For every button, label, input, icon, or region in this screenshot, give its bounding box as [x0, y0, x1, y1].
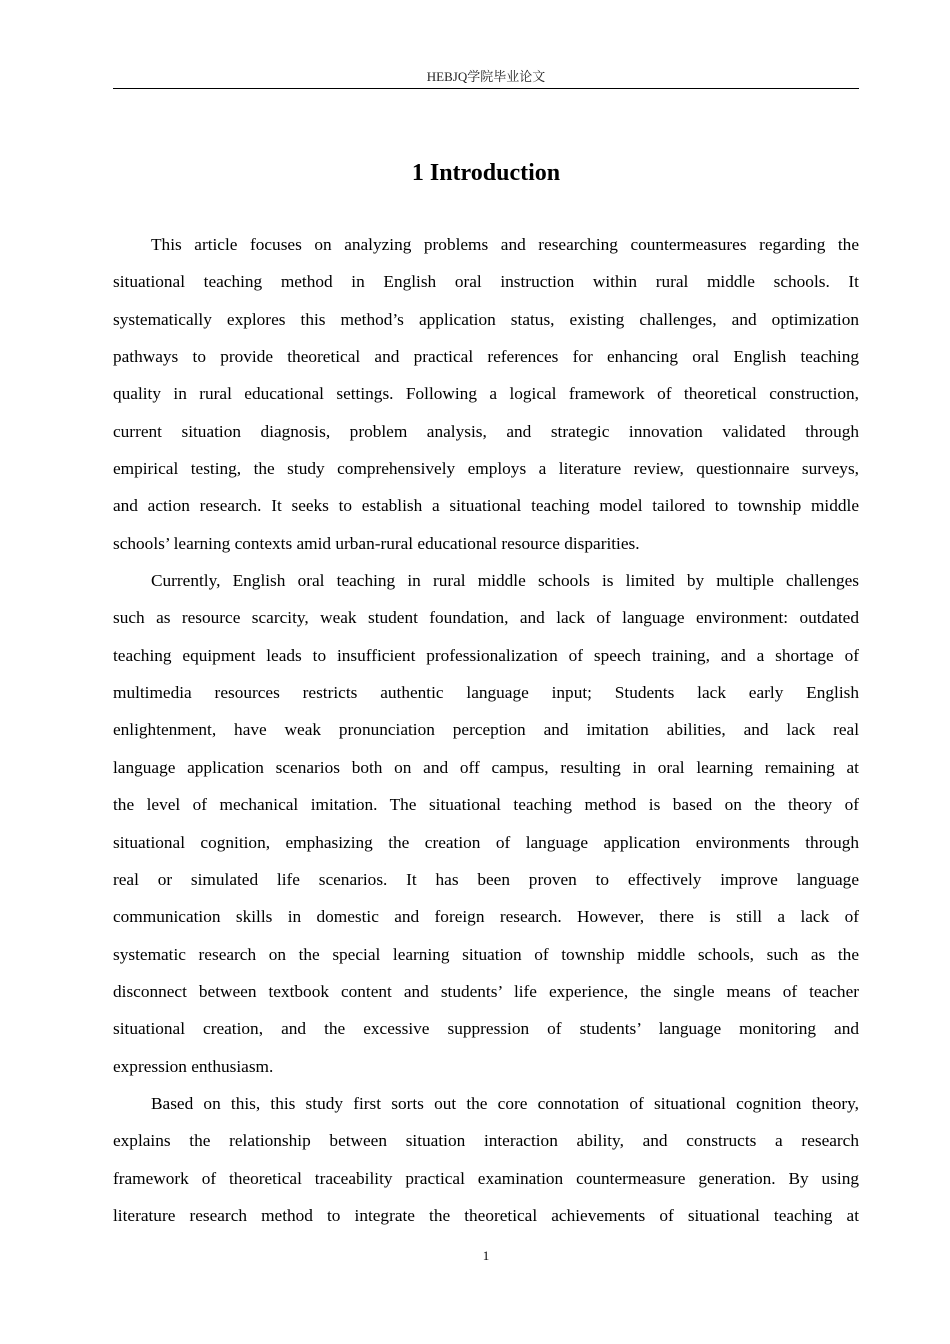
- paragraph-1-line: current situation diagnosis, problem analysis, and strategic innovation validated through: [113, 421, 859, 441]
- paragraph-2-line: multimedia resources restricts authentic language input; Students lack early English: [113, 683, 859, 703]
- paragraph-2-line: expression enthusiasm.: [113, 1056, 274, 1076]
- section-title: 1 Introduction: [411, 160, 561, 186]
- body-text: [113, 233, 859, 1241]
- paragraph-2-line: enlightenment, have weak pronunciation perception and imitation abilities, and lack real: [113, 720, 859, 740]
- page-number: 1: [482, 1248, 490, 1263]
- paragraph-2-line: situational creation, and the excessive suppression of students’ language monitoring and: [113, 1019, 859, 1039]
- paragraph-2-line: language application scenarios both on and off campus, resulting in oral learning remaining at: [113, 757, 859, 777]
- paragraph-3-line: framework of theoretical traceability practical examination countermeasure generation. By using: [113, 1168, 859, 1188]
- paragraph-2-line: communication skills in domestic and foreign research. However, there is still a lack of: [113, 907, 859, 927]
- paragraph-1-line: systematically explores this method’s application status, existing challenges, and optimization: [113, 309, 859, 329]
- paragraph-2-line: such as resource scarcity, weak student foundation, and lack of language environment: outdated: [113, 608, 859, 628]
- paragraph-3-line: Based on this, this study first sorts out the core connotation of situational cognition theory,: [151, 1093, 859, 1113]
- paragraph-2-line: disconnect between textbook content and students’ life experience, the single means of teacher: [113, 981, 859, 1001]
- header-rule: [113, 88, 859, 89]
- paragraph-1-line: situational teaching method in English oral instruction within rural middle schools. It: [113, 272, 859, 292]
- paragraph-2-line: teaching equipment leads to insufficient professionalization of speech training, and a shortage of: [113, 645, 859, 665]
- paragraph-1-line: This article focuses on analyzing problems and researching countermeasures regarding the: [151, 235, 859, 254]
- page-header: HEBJQ学院毕业论文: [426, 69, 546, 84]
- paragraph-1-line: pathways to provide theoretical and practical references for enhancing oral English teaching: [113, 347, 859, 367]
- paragraph-1-line: empirical testing, the study comprehensively employs a literature review, questionnaire surveys,: [113, 459, 859, 479]
- paragraph-3-line: literature research method to integrate the theoretical achievements of situational teaching at: [113, 1205, 859, 1225]
- paragraph-2-line: systematic research on the special learning situation of township middle schools, such as the: [113, 944, 859, 964]
- paragraph-2-line: situational cognition, emphasizing the creation of language application environments through: [113, 832, 859, 852]
- paragraph-1-line: quality in rural educational settings. Following a logical framework of theoretical construction,: [113, 384, 859, 404]
- paragraph-3-line: explains the relationship between situation interaction ability, and constructs a research: [113, 1131, 859, 1151]
- paragraph-2-line: real or simulated life scenarios. It has been proven to effectively improve language: [113, 869, 859, 889]
- paragraph-1-line: and action research. It seeks to establish a situational teaching model tailored to township middle: [113, 496, 859, 516]
- paragraph-1-line: schools’ learning contexts amid urban-rural educational resource disparities.: [113, 533, 640, 553]
- paragraph-2-line: Currently, English oral teaching in rural middle schools is limited by multiple challenges: [151, 571, 859, 591]
- paragraph-2-line: the level of mechanical imitation. The situational teaching method is based on the theory of: [113, 795, 859, 815]
